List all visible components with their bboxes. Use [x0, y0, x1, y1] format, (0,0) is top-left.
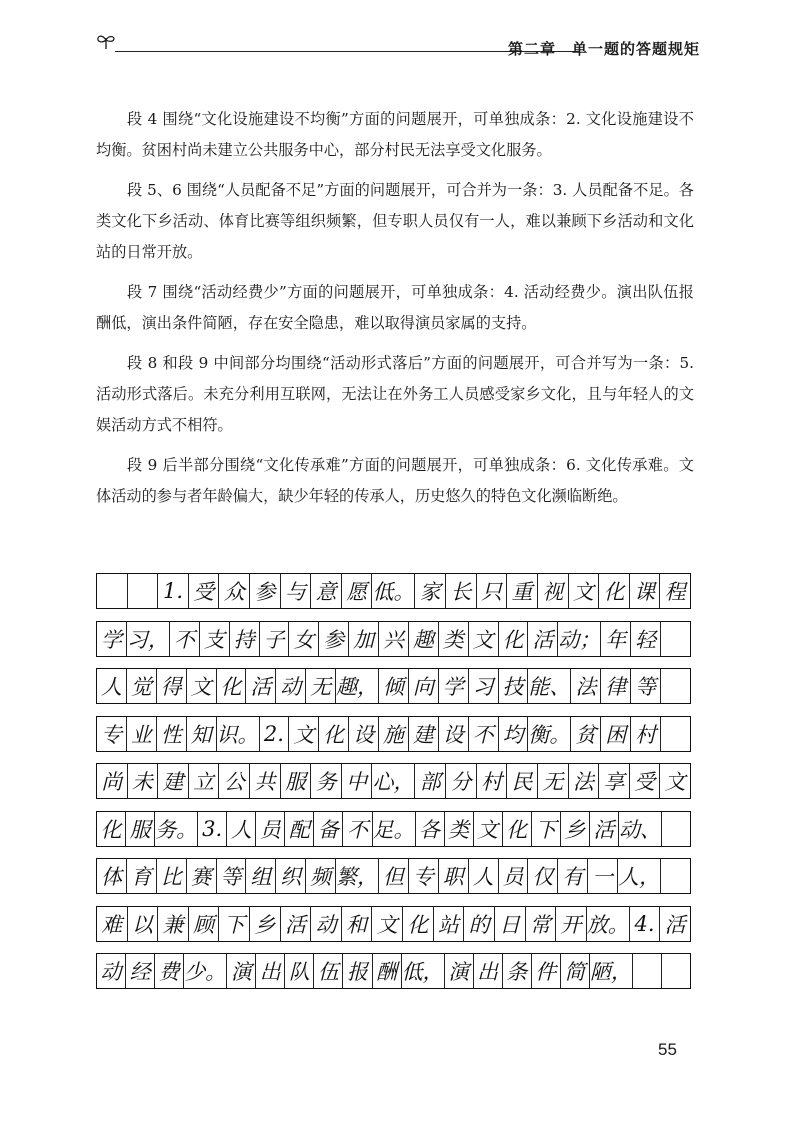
- grid-cell: 但: [379, 859, 409, 893]
- grid-cell: 动；: [558, 622, 601, 656]
- grid-cell: 人: [227, 812, 256, 846]
- grid-cell: 站: [434, 907, 465, 941]
- grid-cell: 学: [439, 669, 469, 703]
- grid-cell: 文: [372, 907, 403, 941]
- grid-cell: 2.: [260, 717, 290, 751]
- grid-cell: 顾: [189, 907, 220, 941]
- grid-cell: 低。: [372, 574, 415, 608]
- grid-row: [96, 621, 691, 657]
- grid-cell: [661, 622, 690, 656]
- grid-cell: 伍: [314, 954, 343, 988]
- grid-cell: 众: [219, 574, 250, 608]
- grid-cell: 化: [97, 812, 126, 846]
- grid-cell: 组: [246, 859, 276, 893]
- paragraph: 段 8 和段 9 中间部分均围绕“活动形式落后”方面的问题展开，可合并写为一条：5. 活动形式落后。未充分利用互联网，无法让在外务工人员感受家乡文化，且与年轻人的文娱活动方式不相符。: [96, 354, 694, 434]
- grid-cell: [97, 574, 128, 608]
- grid-cell: 化: [599, 574, 630, 608]
- grid-cell: 能、: [528, 669, 571, 703]
- grid-cell: 法: [571, 669, 601, 703]
- grid-cell: 长: [446, 574, 477, 608]
- grid-cell: 等: [631, 669, 661, 703]
- grid-cell: 分: [446, 764, 477, 798]
- page-header: [95, 30, 700, 62]
- grid-cell: 日: [495, 907, 526, 941]
- grid-cell: 与: [281, 574, 312, 608]
- grid-cell: 简: [561, 954, 590, 988]
- paragraph: 段 7 围绕“活动经费少”方面的问题展开，可单独成条：4. 活动经费少。演出队伍报酬低，演出条件简陋，存在安全隐患，难以取得演员家属的支持。: [96, 283, 694, 332]
- grid-cell: 开: [556, 907, 587, 941]
- grid-cell: 不: [343, 812, 372, 846]
- grid-cell: 演: [227, 954, 256, 988]
- grid-cell: [661, 859, 690, 893]
- grid-cell: 兴: [379, 622, 409, 656]
- grid-cell: 趣: [409, 622, 439, 656]
- grid-cell: 设: [439, 717, 469, 751]
- grid-cell: 务: [311, 764, 342, 798]
- grid-cell: [661, 669, 690, 703]
- grid-row: [96, 763, 691, 799]
- grid-cell: [662, 954, 690, 988]
- grid-cell: 酬: [373, 954, 402, 988]
- grid-cell: 低，: [402, 954, 445, 988]
- grid-cell: 体: [97, 859, 127, 893]
- grid-cell: 少。: [184, 954, 227, 988]
- grid-cell: 专: [409, 859, 439, 893]
- grid-cell: 文: [474, 812, 503, 846]
- grid-cell: 课: [630, 574, 661, 608]
- grid-cell: 加: [349, 622, 379, 656]
- grid-cell: 化: [503, 812, 532, 846]
- grid-cell: 衡。: [528, 717, 571, 751]
- grid-cell: 支: [200, 622, 230, 656]
- grid-cell: 务。: [155, 812, 198, 846]
- grid-cell: 村: [477, 764, 508, 798]
- grid-cell: 尚: [97, 764, 128, 798]
- grid-cell: 觉: [127, 669, 157, 703]
- chapter-title: 第二章 单一题的答题规矩: [507, 40, 700, 58]
- grid-cell: 动、: [619, 812, 662, 846]
- grid-cell: 常: [526, 907, 557, 941]
- grid-cell: 部: [415, 764, 446, 798]
- grid-cell: 均: [499, 717, 529, 751]
- grid-cell: 轻: [631, 622, 661, 656]
- grid-cell: 服: [126, 812, 155, 846]
- grid-cell: 员: [256, 812, 285, 846]
- grid-row: [96, 716, 691, 752]
- grid-cell: 家: [415, 574, 446, 608]
- paragraph: 段 5、6 围绕“人员配备不足”方面的问题展开，可合并为一条：3. 人员配备不足。各类文化下乡活动、体育比赛等组织频繁，但专职人员仅有一人，难以兼顾下乡活动和文化站的日常开放。: [96, 181, 694, 261]
- grid-cell: 演: [445, 954, 474, 988]
- grid-cell: 下: [532, 812, 561, 846]
- grid-cell: 年: [601, 622, 631, 656]
- grid-cell: 性: [157, 717, 187, 751]
- grid-cell: 技: [499, 669, 529, 703]
- grid-cell: 足。: [373, 812, 416, 846]
- grid-cell: 只: [477, 574, 508, 608]
- grid-cell: 报: [343, 954, 372, 988]
- grid-cell: 向: [409, 669, 439, 703]
- grid-cell: 化: [499, 622, 529, 656]
- grid-cell: 的: [464, 907, 495, 941]
- grid-cell: 人: [97, 669, 127, 703]
- grid-row: [96, 906, 691, 942]
- grid-cell: 民: [507, 764, 538, 798]
- grid-cell: 法: [569, 764, 600, 798]
- grid-cell: [662, 812, 690, 846]
- grid-cell: 重: [507, 574, 538, 608]
- grid-cell: 得: [157, 669, 187, 703]
- grid-cell: 和: [342, 907, 373, 941]
- grid-cell: 文: [469, 622, 499, 656]
- grid-cell: 建: [409, 717, 439, 751]
- grid-cell: 活: [528, 622, 558, 656]
- grid-cell: 程: [664, 580, 686, 604]
- grid-cell: 化: [319, 717, 349, 751]
- grid-cell: 不: [469, 717, 499, 751]
- grid-row: [96, 858, 691, 894]
- grid-cell: 以: [128, 907, 159, 941]
- grid-cell: 设: [349, 717, 379, 751]
- grid-row: [96, 573, 691, 609]
- grid-cell: [661, 717, 690, 751]
- grid-cell: 村: [631, 717, 661, 751]
- grid-cell: 视: [538, 574, 569, 608]
- grid-cell: 化: [217, 669, 247, 703]
- grid-cell: 4.: [630, 907, 661, 941]
- grid-cell: 备: [314, 812, 343, 846]
- paragraph: 段 4 围绕“文化设施建设不均衡”方面的问题展开，可单独成条：2. 文化设施建设不均衡。贫困村尚未建立公共服务中心，部分村民无法享受文化服务。: [96, 110, 694, 159]
- grid-cell: 未: [128, 764, 159, 798]
- grid-cell: 参: [250, 574, 281, 608]
- grid-cell: 人，: [618, 859, 661, 893]
- grid-cell: 一: [588, 859, 618, 893]
- grid-cell: [633, 954, 662, 988]
- grid-cell: 心，: [372, 764, 415, 798]
- grid-cell: 有: [558, 859, 588, 893]
- grid-cell: 3.: [198, 812, 227, 846]
- grid-cell: 受: [189, 574, 220, 608]
- grid-cell: 文: [289, 717, 319, 751]
- grid-cell: 动: [276, 669, 306, 703]
- grid-cell: 兼: [158, 907, 189, 941]
- sprout-icon: [95, 32, 117, 50]
- grid-cell: 类: [439, 622, 469, 656]
- grid-cell: 件: [532, 954, 561, 988]
- grid-cell: 持: [230, 622, 260, 656]
- grid-cell: 无: [306, 669, 336, 703]
- grid-cell: 立: [189, 764, 220, 798]
- grid-cell: 放。: [587, 907, 630, 941]
- grid-cell: 员: [499, 859, 529, 893]
- grid-cell: 仅: [528, 859, 558, 893]
- grid-cell: 队: [285, 954, 314, 988]
- grid-cell: 公: [219, 764, 250, 798]
- grid-cell: 服: [281, 764, 312, 798]
- grid-cell: 繁，: [336, 859, 379, 893]
- grid-cell: 乡: [561, 812, 590, 846]
- paragraph: 段 9 后半部分围绕“文化传承难”方面的问题展开，可单独成条：6. 文化传承难。文体活动的参与者年龄偏大，缺少年轻的传承人，历史悠久的特色文化濒临断绝。: [96, 456, 694, 505]
- grid-cell: 知: [187, 717, 217, 751]
- grid-cell: 乡: [250, 907, 281, 941]
- body-text: [96, 104, 694, 521]
- grid-cell: 育: [127, 859, 157, 893]
- grid-cell: 子: [260, 622, 290, 656]
- grid-cell: 动: [97, 954, 126, 988]
- page-number: 55: [658, 1040, 677, 1059]
- grid-cell: 活: [590, 812, 619, 846]
- grid-cell: 困: [601, 717, 631, 751]
- handwriting-grid: [96, 573, 691, 1001]
- grid-cell: 建: [158, 764, 189, 798]
- grid-cell: 活: [664, 912, 686, 937]
- grid-cell: 趣，: [336, 669, 379, 703]
- grid-cell: 类: [445, 812, 474, 846]
- grid-cell: 女: [289, 622, 319, 656]
- grid-cell: 专: [97, 717, 127, 751]
- grid-cell: 律: [601, 669, 631, 703]
- grid-cell: 文: [569, 574, 600, 608]
- grid-cell: 经: [126, 954, 155, 988]
- grid-cell: 不: [170, 622, 200, 656]
- grid-cell: 业: [127, 717, 157, 751]
- grid-cell: 频: [306, 859, 336, 893]
- grid-cell: 出: [256, 954, 285, 988]
- grid-cell: 陋，: [590, 954, 633, 988]
- grid-cell: 赛: [187, 859, 217, 893]
- grid-cell: 化: [403, 907, 434, 941]
- grid-cell: 共: [250, 764, 281, 798]
- grid-cell: 受: [630, 764, 661, 798]
- grid-cell: 难: [97, 907, 128, 941]
- grid-row: [96, 953, 691, 989]
- grid-cell: 无: [538, 764, 569, 798]
- grid-cell: 意: [311, 574, 342, 608]
- grid-cell: 1.: [158, 574, 189, 608]
- grid-cell: 习: [469, 669, 499, 703]
- grid-cell: 享: [599, 764, 630, 798]
- grid-cell: 倾: [379, 669, 409, 703]
- grid-cell: 文: [187, 669, 217, 703]
- grid-cell: 下: [219, 907, 250, 941]
- grid-cell: 习，: [127, 622, 170, 656]
- grid-cell: 活: [246, 669, 276, 703]
- grid-cell: 识。: [217, 717, 260, 751]
- grid-cell: 学: [97, 622, 127, 656]
- grid-cell: 动: [311, 907, 342, 941]
- grid-cell: 等: [217, 859, 247, 893]
- grid-cell: 中: [342, 764, 373, 798]
- grid-cell: 织: [276, 859, 306, 893]
- grid-cell: 文: [664, 770, 686, 794]
- grid-row: [96, 668, 691, 704]
- grid-cell: 愿: [342, 574, 373, 608]
- grid-row: [96, 811, 691, 847]
- grid-cell: 参: [319, 622, 349, 656]
- grid-cell: 人: [469, 859, 499, 893]
- grid-cell: 费: [155, 954, 184, 988]
- grid-cell: 出: [474, 954, 503, 988]
- grid-cell: 配: [285, 812, 314, 846]
- grid-cell: [128, 574, 159, 608]
- grid-cell: 各: [416, 812, 445, 846]
- grid-cell: 职: [439, 859, 469, 893]
- grid-cell: 施: [379, 717, 409, 751]
- grid-cell: 比: [157, 859, 187, 893]
- grid-cell: 条: [503, 954, 532, 988]
- grid-cell: 活: [281, 907, 312, 941]
- grid-cell: 贫: [571, 717, 601, 751]
